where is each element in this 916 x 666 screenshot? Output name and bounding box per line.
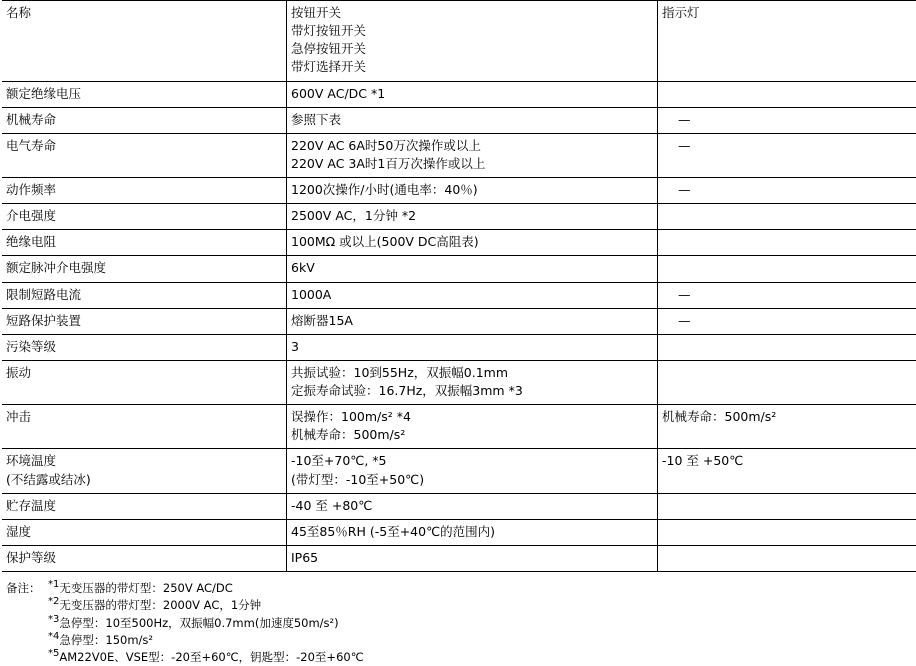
footnote-row	[6, 632, 916, 649]
row-value-col1: 45至85％RH (-5至+40℃的范围内)	[287, 519, 658, 545]
table-row	[2, 256, 916, 282]
footnote-row	[6, 615, 916, 632]
row-value-col1: IP65	[287, 545, 658, 571]
row-value-col2	[658, 519, 916, 545]
row-value-col1: 熔断器15A	[287, 308, 658, 334]
row-value-col2: —	[658, 178, 916, 204]
table-row	[2, 178, 916, 204]
row-value-col1: 1200次操作/小时(通电率：40％)	[287, 178, 658, 204]
row-label: 机械寿命	[2, 107, 287, 133]
footnote-text: 无变压器的带灯型：2000V AC，1分钟	[59, 598, 261, 612]
footnotes-title: 备注：	[6, 580, 48, 597]
footnote-text: 急停型：10至500Hz，双振幅0.7mm(加速度50m/s²)	[59, 616, 338, 630]
row-value-col1: 1000A	[287, 282, 658, 308]
footnote-mark: *1	[48, 579, 59, 590]
row-value-col2	[658, 545, 916, 571]
row-label: 振动	[2, 360, 287, 404]
footnote-row	[6, 649, 916, 666]
row-label: 冲击	[2, 405, 287, 449]
table-row	[2, 449, 916, 493]
footnote-text: 急停型：150m/s²	[59, 633, 153, 647]
row-value-col1: 600V AC/DC *1	[287, 81, 658, 107]
footnote-mark: *5	[48, 648, 59, 659]
footnote-text: AM22V0E、VSE型：-20至+60℃，钥匙型：-20至+60℃	[59, 650, 363, 664]
table-row	[2, 334, 916, 360]
table-row	[2, 308, 916, 334]
table-row	[2, 107, 916, 133]
table-row	[2, 360, 916, 404]
row-value-col2: 机械寿命：500m/s²	[658, 405, 916, 449]
row-value-col2: 指示灯	[658, 1, 916, 82]
row-label: 污染等级	[2, 334, 287, 360]
table-body	[2, 1, 916, 572]
footnote-mark: *2	[48, 596, 59, 607]
row-label: 额定绝缘电压	[2, 81, 287, 107]
row-value-col2	[658, 256, 916, 282]
table-row	[2, 133, 916, 177]
row-label: 环境温度 (不结露或结冰)	[2, 449, 287, 493]
footnotes-title-row	[6, 580, 916, 597]
row-value-col1: -10至+70℃, *5 (带灯型：-10至+50℃)	[287, 449, 658, 493]
table-row	[2, 282, 916, 308]
row-value-col2	[658, 493, 916, 519]
row-value-col1: 6kV	[287, 256, 658, 282]
row-value-col1: 误操作：100m/s² *4 机械寿命：500m/s²	[287, 405, 658, 449]
footnote-mark: *3	[48, 614, 59, 625]
table-row	[2, 405, 916, 449]
row-label: 名称	[2, 1, 287, 82]
row-value-col1: 100MΩ 或以上(500V DC高阻表)	[287, 230, 658, 256]
footnote-row	[6, 597, 916, 614]
footnotes	[6, 580, 916, 666]
table-row	[2, 1, 916, 82]
row-label: 绝缘电阻	[2, 230, 287, 256]
row-value-col1: 3	[287, 334, 658, 360]
row-value-col2: -10 至 +50℃	[658, 449, 916, 493]
row-label: 贮存温度	[2, 493, 287, 519]
row-value-col2	[658, 204, 916, 230]
table-row	[2, 493, 916, 519]
row-value-col2: —	[658, 308, 916, 334]
row-label: 额定脉冲介电强度	[2, 256, 287, 282]
row-value-col1: 220V AC 6A时50万次操作或以上 220V AC 3A时1百万次操作或以上	[287, 133, 658, 177]
row-value-col2: —	[658, 133, 916, 177]
footnote-text: 无变压器的带灯型：250V AC/DC	[59, 581, 232, 595]
row-label: 限制短路电流	[2, 282, 287, 308]
specification-table	[2, 0, 916, 572]
table-row	[2, 81, 916, 107]
row-label: 介电强度	[2, 204, 287, 230]
row-value-col1: -40 至 +80℃	[287, 493, 658, 519]
row-value-col2	[658, 81, 916, 107]
table-row	[2, 519, 916, 545]
row-value-col2	[658, 230, 916, 256]
row-value-col2	[658, 334, 916, 360]
table-row	[2, 230, 916, 256]
row-label: 湿度	[2, 519, 287, 545]
row-value-col1: 参照下表	[287, 107, 658, 133]
row-label: 电气寿命	[2, 133, 287, 177]
row-value-col2	[658, 360, 916, 404]
table-row	[2, 204, 916, 230]
row-label: 保护等级	[2, 545, 287, 571]
row-value-col1: 共振试验：10到55Hz，双振幅0.1mm 定振寿命试验：16.7Hz，双振幅3mm *3	[287, 360, 658, 404]
row-label: 动作频率	[2, 178, 287, 204]
row-label: 短路保护装置	[2, 308, 287, 334]
row-value-col1: 2500V AC，1分钟 *2	[287, 204, 658, 230]
row-value-col1: 按钮开关 带灯按钮开关 急停按钮开关 带灯选择开关	[287, 1, 658, 82]
footnote-mark: *4	[48, 631, 59, 642]
table-row	[2, 545, 916, 571]
row-value-col2: —	[658, 282, 916, 308]
row-value-col2: —	[658, 107, 916, 133]
